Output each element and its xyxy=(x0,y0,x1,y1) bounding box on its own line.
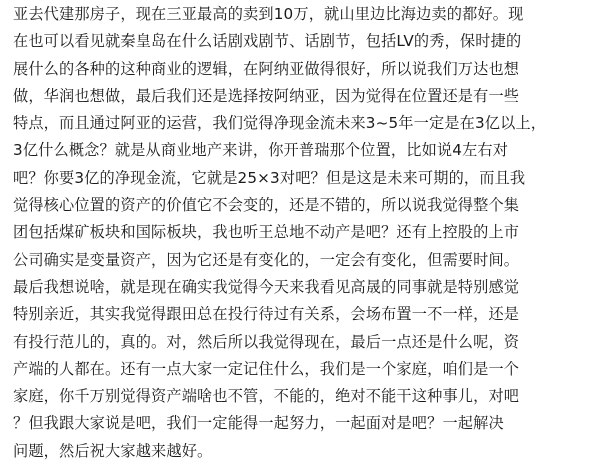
text-line-12: 特别亲近，其实我觉得跟田总在投行待过有关系，会场布置一不一样，还是 xyxy=(13,305,520,324)
text-line-15: 家庭，你千万别觉得资产端啥也不管，不能的，绝对不能干这种事儿，对吧 xyxy=(13,387,520,406)
text-line-13: 有投行范儿的，真的。对，然后所以我觉得现在，最后一点还是什么呢，资 xyxy=(13,332,520,351)
text-line-3: 展什么的各种的这种商业的逻辑，在阿纳亚做得很好，所以说我们万达也想 xyxy=(13,59,520,78)
text-line-9: 团包括煤矿板块和国际板块，我也听王总地不动产是吧？还有上控股的上市 xyxy=(13,223,520,242)
text-line-2: 在也可以看见就秦皇岛在什么话剧戏剧节、话剧节，包括LV的秀，保时捷的 xyxy=(13,32,522,51)
text-line-8: 觉得核心位置的资产的价值它不会变的，还是不错的，所以说我觉得整个集 xyxy=(13,196,520,215)
text-line-6: 3亿什么概念？就是从商业地产来讲，你开普瑞那个位置，比如说4左右对 xyxy=(13,141,509,160)
text-line-16: ？但我跟大家说是吧，我们一定能得一起努力，一起面对是吧？一起解决 xyxy=(13,414,504,433)
text-line-5: 特点，而且通过阿亚的运营，我们觉得净现金流未来3~5年一定是在3亿以上， xyxy=(13,114,547,133)
text-line-14: 产端的人都在。还有一点大家一定记住什么，我们是一个家庭，咱们是一个 xyxy=(13,359,520,378)
text-line-1: 亚去代建那房子，现在三亚最高的卖到10万，就山里边比海边卖的都好。现 xyxy=(13,5,524,23)
text-line-4: 做，华润也想做，最后我们还是选择按阿纳亚，因为觉得在位置还是有一些 xyxy=(13,86,520,105)
text-line-11: 最后我想说啥，就是现在确实我觉得今天来我看见高晟的同事就是特别感觉 xyxy=(13,277,520,296)
document-text xyxy=(13,1,595,465)
text-line-17: 问题，然后祝大家越来越好。 xyxy=(13,441,213,460)
text-line-10: 公司确实是变量资产，因为它还是有变化的，一定会有变化，但需要时间。 xyxy=(13,250,520,269)
text-line-7: 吧？你要3亿的净现金流，它就是25×3对吧？但是这是未来可期的，而且我 xyxy=(13,168,526,187)
